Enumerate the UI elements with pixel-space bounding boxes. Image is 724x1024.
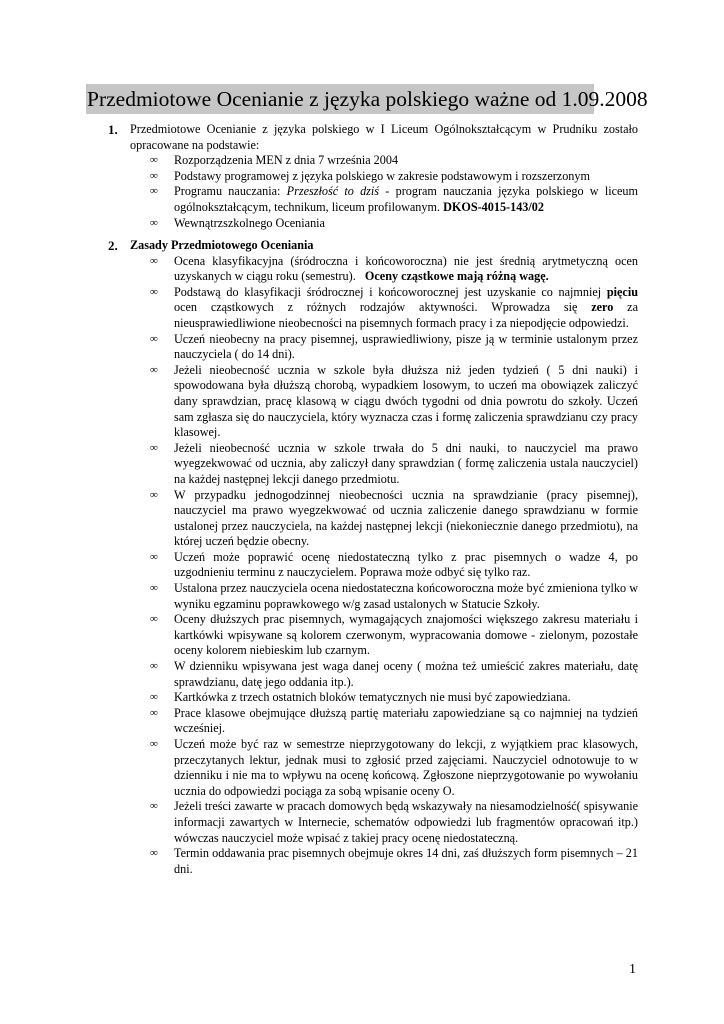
- list-item-text-mid: - program nauczania języka polskiego w liceum ogólnokształcącym, technikum, liceum profilowanym.: [174, 184, 638, 214]
- list-item-text: Ustalona przez nauczyciela ocena niedostateczna końcoworoczna może być zmieniona tylko w wyniku egzaminu poprawkowego w/g zasad ustalonych w Statucie Szkoły.: [174, 581, 638, 611]
- infinity-bullet-icon: ∞: [150, 169, 158, 182]
- infinity-bullet-icon: ∞: [150, 582, 158, 595]
- list-item-text: Termin oddawania prac pisemnych obejmuje okres 14 dni, zaś dłuższych form pisemnych – 21 dni.: [174, 846, 638, 876]
- infinity-bullet-icon: ∞: [150, 550, 158, 563]
- infinity-bullet-icon: ∞: [150, 332, 158, 345]
- infinity-bullet-icon: ∞: [150, 706, 158, 719]
- section-1-list: [108, 153, 638, 231]
- list-item: [108, 253, 642, 285]
- list-item-text: W przypadku jednogodzinnej nieobecności ucznia na sprawdzianie (pracy pisemnej), nauczyciel ma prawo wyegzekwować od ucznia zaliczenie danego sprawdzianu w formie ustalonej przez nauczyciela, na każdej następnej lekcji (niekoniecznie danego przedmiotu), na której uczeń będzie obecny.: [174, 487, 638, 549]
- infinity-bullet-icon: ∞: [150, 185, 158, 198]
- list-item: [108, 441, 638, 488]
- section-intro: Przedmiotowe Ocenianie z języka polskiego w I Liceum Ogólnokształcącym w Prudniku zostało opracowane na podstawie:: [130, 122, 638, 152]
- list-item-text: Jeżeli nieobecność ucznia w szkole była dłuższa niż jeden tydzień ( 5 dni nauki) i spowodowana była dłuższą chorobą, wypadkiem losowym, to uczeń ma obowiązek zaliczyć dany sprawdzian, pracę klasową w ciągu dwóch tygodni od dnia powrotu do szkoły. Uczeń sam zgłasza się do nauczyciela, który wyznacza czas i formę zaliczenia sprawdzianu czy pracy klasowej.: [174, 362, 638, 440]
- list-item: [108, 285, 638, 332]
- list-item: [108, 612, 638, 659]
- list-item-text-post: za nieusprawiedliwione nieobecności na pisemnych formach pracy i za niepodjęcie odpowiedzi.: [174, 300, 638, 330]
- infinity-bullet-icon: ∞: [150, 660, 158, 673]
- list-item-text: Jeżeli treści zawarte w pracach domowych będą wskazywały na niesamodzielność( spisywanie informacji zawartych w Internecie, schematów odpowiedzi lub fragmentów opracowań itp.) wówczas nauczyciel może wpisać z takiej pracy ocenę niedostateczną.: [174, 799, 638, 845]
- list-item-text-pre: Programu nauczania:: [174, 184, 287, 199]
- program-name: Przeszłość to dziś: [286, 184, 380, 199]
- section-2-list: [108, 253, 642, 878]
- list-item: [108, 846, 638, 877]
- list-item-text: Wewnątrzszkolnego Oceniania: [174, 215, 325, 230]
- list-item: [108, 153, 638, 169]
- list-item: [108, 332, 638, 363]
- section-1: [108, 122, 638, 231]
- program-code: DKOS-4015-143/02: [443, 199, 544, 214]
- list-item-text-pre: Podstawą do klasyfikacji śródrocznej i końcoworocznej jest uzyskanie co najmniej: [174, 284, 607, 299]
- list-item: [108, 690, 638, 706]
- list-item-text: Uczeń może poprawić ocenę niedostateczną tylko z prac pisemnych o wadze 4, po uzgodnieniu terminu z nauczycielem. Poprawa może odbyć się tylko raz.: [174, 549, 638, 580]
- infinity-bullet-icon: ∞: [150, 847, 158, 860]
- list-item: [108, 216, 638, 232]
- list-item-text: W dzienniku wpisywana jest waga danej oceny ( można też umieścić zakres materiału, datę sprawdzianu, datę jego oddania itp.).: [174, 659, 638, 689]
- list-item: [108, 737, 638, 799]
- list-item-text: Jeżeli nieobecność ucznia w szkole trwała do 5 dni nauki, to nauczyciel ma prawo wyegzekwować od ucznia, aby zaliczył dany sprawdzian ( formę zaliczenia ustala nauczyciel) na każdej następnej lekcji danego przedmiotu.: [174, 440, 638, 486]
- list-item: [108, 550, 638, 581]
- list-item-text: Uczeń może być raz w semestrze nieprzygotowany do lekcji, z wyjątkiem prac klasowych, przeczytanych lektur, jednak musi to zgłosić przed zajęciami. Nauczyciel odnotowuje to w dzienniku i nie ma to wpływu na ocenę końcową. Zgłoszone nieprzygotowanie po wywołaniu ucznia do odpowiedzi pociąga za sobą wpisanie oceny O.: [174, 737, 638, 798]
- section-number: 2.: [108, 238, 118, 253]
- infinity-bullet-icon: ∞: [150, 738, 158, 750]
- list-item-emphasis: zero: [591, 300, 614, 315]
- infinity-bullet-icon: ∞: [150, 216, 158, 229]
- infinity-bullet-icon: ∞: [150, 154, 158, 167]
- list-item: [108, 659, 638, 690]
- page-title: Przedmiotowe Ocenianie z języka polskiego ważne od 1.09.2008: [86, 84, 594, 114]
- infinity-bullet-icon: ∞: [150, 254, 158, 267]
- list-item: [108, 706, 638, 737]
- list-item: [108, 581, 638, 612]
- section-number: 1.: [108, 122, 118, 137]
- list-item-text: Kartkówka z trzech ostatnich bloków tematycznych nie musi być zapowiedziana.: [174, 690, 571, 705]
- section-2: [108, 238, 642, 877]
- section-title: Zasady Przedmiotowego Oceniania: [130, 238, 314, 252]
- list-item: [108, 363, 638, 441]
- infinity-bullet-icon: ∞: [150, 285, 158, 298]
- list-item-text: Uczeń nieobecny na pracy pisemnej, usprawiedliwiony, pisze ją w terminie ustalonym przez nauczyciela ( do 14 dni).: [174, 331, 638, 362]
- infinity-bullet-icon: ∞: [150, 441, 158, 454]
- infinity-bullet-icon: ∞: [150, 691, 158, 704]
- list-item: [108, 488, 638, 550]
- list-item-text-mid: ocen cząstkowych z różnych rodzajów aktywności. Wprowadza się: [174, 300, 592, 315]
- list-item: [108, 184, 638, 215]
- page-number: 1: [629, 962, 636, 977]
- list-item-emphasis: Oceny cząstkowe mają różną wagę.: [364, 269, 549, 284]
- infinity-bullet-icon: ∞: [150, 800, 158, 813]
- list-item-text: Prace klasowe obejmujące dłuższą partię materiału zapowiedziane są co najmniej na tydzień wcześniej.: [174, 705, 638, 736]
- list-item-text: Podstawy programowej z języka polskiego w zakresie podstawowym i rozszerzonym: [174, 168, 590, 183]
- infinity-bullet-icon: ∞: [150, 363, 158, 376]
- infinity-bullet-icon: ∞: [150, 488, 158, 501]
- list-item-text-pre: Ocena klasyfikacyjna (śródroczna i końcoworoczna) nie jest średnią arytmetyczną ocen uzyskanych w ciągu roku (semestru).: [174, 253, 642, 284]
- list-item-emphasis: pięciu: [606, 284, 638, 299]
- list-item: [108, 169, 638, 185]
- list-item-text: Rozporządzenia MEN z dnia 7 września 2004: [174, 153, 399, 168]
- list-item-text: Oceny dłuższych prac pisemnych, wymagających znajomości większego zakresu materiału i kartkówki wpisywane są kolorem czerwonym, wypracowania domowe - zielonym, pozostałe oceny kolorem niebieskim lub czarnym.: [174, 612, 638, 658]
- list-item: [108, 799, 638, 846]
- infinity-bullet-icon: ∞: [150, 613, 158, 626]
